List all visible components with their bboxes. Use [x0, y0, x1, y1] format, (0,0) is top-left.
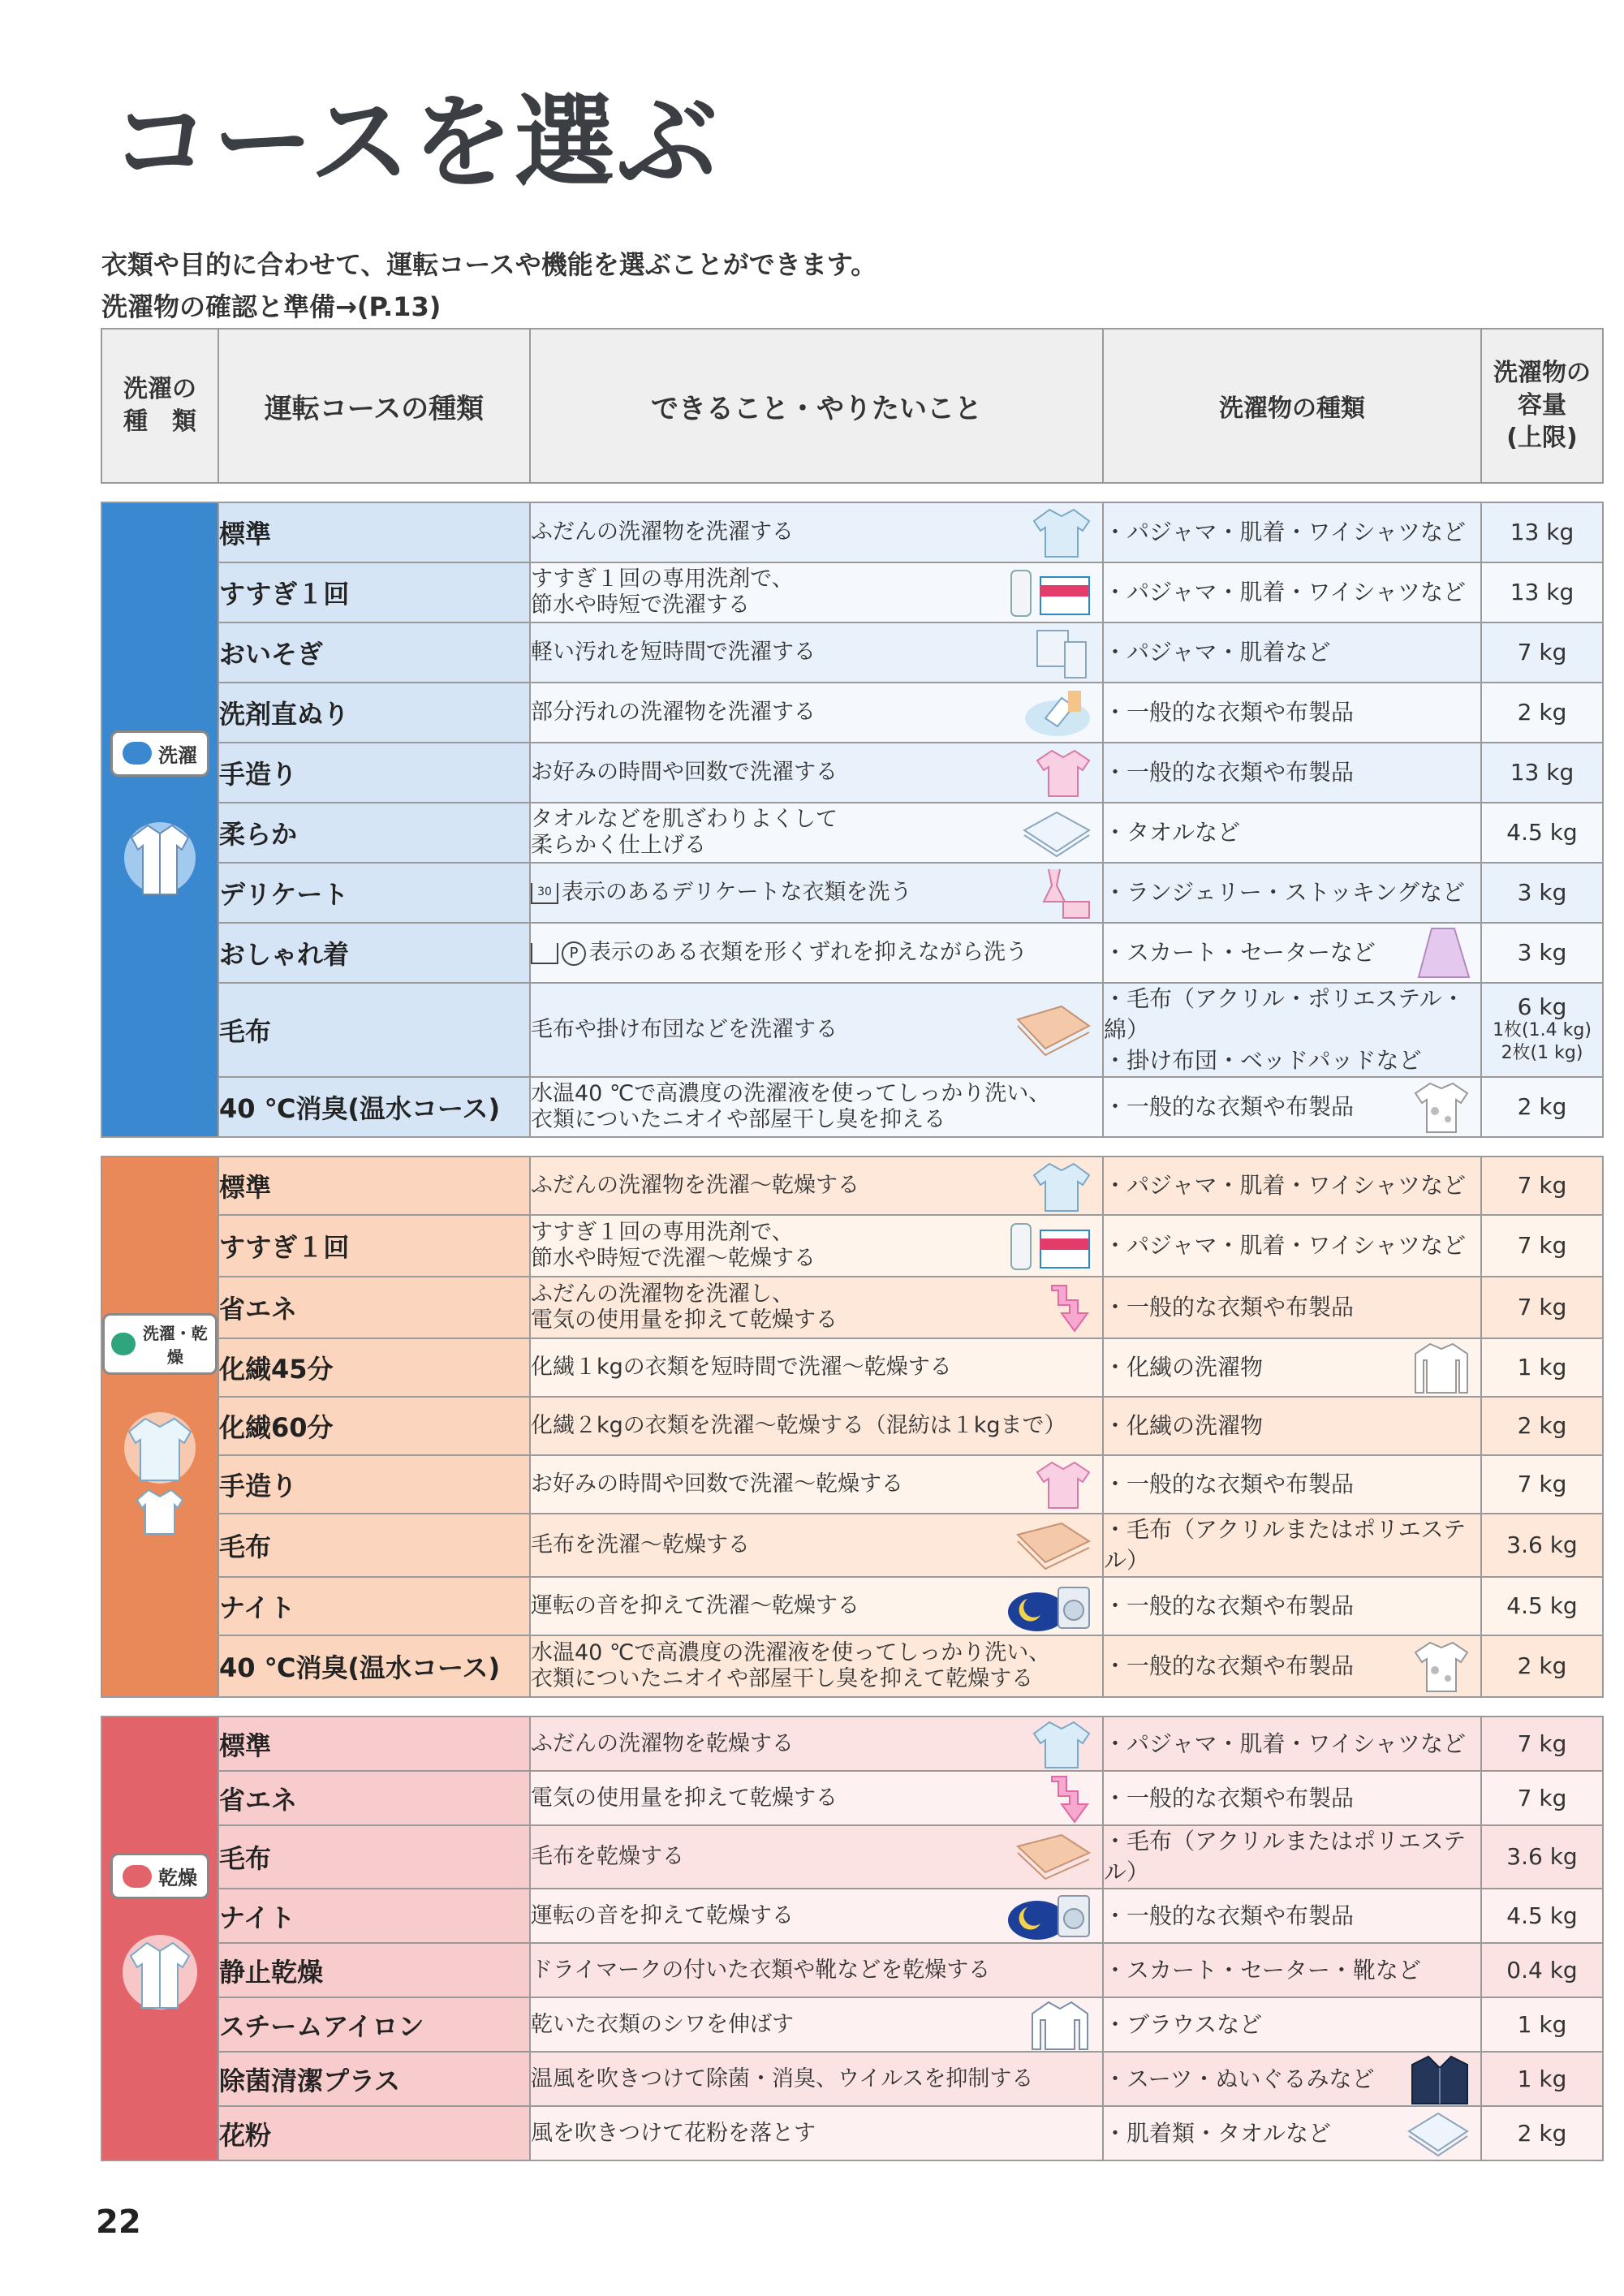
group-wash	[101, 502, 218, 1137]
capacity: 2 kg	[1481, 2106, 1603, 2160]
capacity: 1 kg	[1481, 1997, 1603, 2052]
course-name: 省エネ	[218, 1277, 530, 1338]
table-row[interactable]	[101, 2106, 1603, 2160]
course-name: 洗剤直ぬり	[218, 683, 530, 743]
shirt-icon	[119, 1399, 200, 1537]
capacity: 3 kg	[1481, 863, 1603, 923]
laundry-type: ・パジャマ・肌着など	[1103, 622, 1481, 683]
table-row[interactable]	[101, 622, 1603, 683]
page-number: 22	[96, 2203, 141, 2241]
course-description: 化繊１kgの衣類を短時間で洗濯～乾燥する	[530, 1338, 1103, 1397]
course-name: すすぎ１回	[218, 1215, 530, 1277]
header-capacity: 洗濯物の 容量 (上限)	[1481, 329, 1603, 483]
group-wash-dry	[101, 1157, 218, 1697]
capacity: 7 kg	[1481, 1771, 1603, 1825]
detergent-apply-icon	[1021, 686, 1094, 739]
course-name: 手造り	[218, 743, 530, 803]
course-name: 40 ℃消臭(温水コース)	[218, 1077, 530, 1137]
course-name: スチームアイロン	[218, 1997, 530, 2052]
blanket-icon	[1013, 1002, 1094, 1058]
laundry-type: ・パジャマ・肌着・ワイシャツなど	[1103, 502, 1481, 562]
course-name: 化繊60分	[218, 1397, 530, 1455]
capacity: 13 kg	[1481, 743, 1603, 803]
lingerie-icon	[1032, 866, 1094, 920]
blanket-icon	[1013, 1518, 1094, 1572]
tshirt-icon	[1411, 1079, 1472, 1135]
table-row[interactable]	[101, 1397, 1603, 1455]
table-row[interactable]	[101, 502, 1603, 562]
course-description: タオルなどを肌ざわりよくして 柔らかく仕上げる	[530, 803, 1103, 863]
course-name: 花粉	[218, 2106, 530, 2160]
course-name: 標準	[218, 1717, 530, 1771]
table-row[interactable]	[101, 743, 1603, 803]
table-row[interactable]	[101, 983, 1603, 1077]
intro	[101, 243, 877, 328]
tshirt-icon	[1411, 1638, 1472, 1695]
capacity: 1 kg	[1481, 2052, 1603, 2106]
towel-icon	[1404, 2109, 1472, 2159]
washing-icon	[123, 742, 152, 765]
long-sleeve-icon	[1411, 1339, 1472, 1396]
capacity: 4.5 kg	[1481, 1889, 1603, 1943]
course-name: ナイト	[218, 1889, 530, 1943]
course-description: 運転の音を抑えて乾燥する	[530, 1889, 1103, 1943]
laundry-type: ・毛布（アクリルまたはポリエステル）	[1103, 1825, 1481, 1889]
laundry-type: ・タオルなど	[1103, 803, 1481, 863]
hand-wash-care-icon	[531, 943, 558, 964]
course-name: 化繊45分	[218, 1338, 530, 1397]
course-description: 毛布を乾燥する	[530, 1825, 1103, 1889]
capacity: 7 kg	[1481, 1215, 1603, 1277]
course-name: 標準	[218, 1157, 530, 1215]
capacity: 13 kg	[1481, 502, 1603, 562]
laundry-type: ・パジャマ・肌着・ワイシャツなど	[1103, 1717, 1481, 1771]
shirt-icon	[123, 801, 196, 907]
laundry-type: ・一般的な衣類や布製品	[1103, 683, 1481, 743]
laundry-type: ・化繊の洗濯物	[1103, 1397, 1481, 1455]
capacity: 7 kg	[1481, 1277, 1603, 1338]
course-description: 乾いた衣類のシワを伸ばす	[530, 1997, 1103, 2052]
table-row[interactable]	[101, 923, 1603, 983]
delicate-care-icon: 30	[531, 883, 558, 904]
table-row[interactable]	[101, 1077, 1603, 1137]
table-row[interactable]	[101, 1338, 1603, 1397]
header-wash-type: 洗濯の 種 類	[101, 329, 218, 483]
pajama-icon	[1029, 626, 1094, 679]
capacity: 3 kg	[1481, 923, 1603, 983]
laundry-type: ・一般的な衣類や布製品	[1103, 1277, 1481, 1338]
table-row[interactable]	[101, 1277, 1603, 1338]
course-description: 化繊２kgの衣類を洗濯～乾燥する（混紡は１kgまで）	[530, 1397, 1103, 1455]
night-icon	[1005, 1579, 1094, 1633]
dryer-icon	[123, 1865, 152, 1888]
laundry-type: ・一般的な衣類や布製品	[1103, 1077, 1481, 1137]
down-arrow-icon	[1045, 1281, 1094, 1334]
course-table	[101, 328, 1604, 2161]
laundry-type: ・スカート・セーターなど	[1103, 923, 1481, 983]
table-row[interactable]	[101, 1943, 1603, 1997]
header-course: 運転コースの種類	[218, 329, 530, 483]
course-description: 毛布を洗濯～乾燥する	[530, 1514, 1103, 1577]
table-row[interactable]	[101, 2052, 1603, 2106]
course-name: 省エネ	[218, 1771, 530, 1825]
course-name: 手造り	[218, 1455, 530, 1514]
shirt-icon	[1029, 1719, 1094, 1769]
table-row[interactable]	[101, 1997, 1603, 2052]
laundry-type: ・パジャマ・肌着・ワイシャツなど	[1103, 1215, 1481, 1277]
capacity: 3.6 kg	[1481, 1825, 1603, 1889]
group-dry	[101, 1717, 218, 2160]
course-description: お好みの時間や回数で洗濯する	[530, 743, 1103, 803]
laundry-type: ・一般的な衣類や布製品	[1103, 1635, 1481, 1697]
capacity: 3.6 kg	[1481, 1514, 1603, 1577]
suit-jacket-icon	[1407, 2053, 1472, 2105]
table-row[interactable]	[101, 803, 1603, 863]
pink-shirt-icon	[1032, 746, 1094, 799]
laundry-type: ・ブラウスなど	[1103, 1997, 1481, 2052]
course-description: ふだんの洗濯物を乾燥する	[530, 1717, 1103, 1771]
detergent-icon	[1005, 1219, 1094, 1273]
header-purpose: できること・やりたいこと	[530, 329, 1103, 483]
capacity: 7 kg	[1481, 1157, 1603, 1215]
intro-line-1: 衣類や目的に合わせて、運転コースや機能を選ぶことができます。	[101, 249, 877, 280]
course-description: 毛布や掛け布団などを洗濯する	[530, 983, 1103, 1077]
blouse-icon	[1026, 1999, 1094, 2051]
capacity: 4.5 kg	[1481, 803, 1603, 863]
course-description: 30 表示のあるデリケートな衣類を洗う	[530, 863, 1103, 923]
course-name: 毛布	[218, 1825, 530, 1889]
table-row[interactable]	[101, 1577, 1603, 1635]
course-name: 静止乾燥	[218, 1943, 530, 1997]
laundry-type: ・一般的な衣類や布製品	[1103, 1455, 1481, 1514]
capacity: 2 kg	[1481, 1077, 1603, 1137]
capacity: 7 kg	[1481, 1455, 1603, 1514]
course-description: ドライマークの付いた衣類や靴などを乾燥する	[530, 1943, 1103, 1997]
capacity: 2 kg	[1481, 1397, 1603, 1455]
laundry-type: ・一般的な衣類や布製品	[1103, 1771, 1481, 1825]
table-row[interactable]	[101, 1455, 1603, 1514]
capacity: 0.4 kg	[1481, 1943, 1603, 1997]
laundry-type: ・毛布（アクリル・ポリエステル・綿） ・掛け布団・ベッドパッドなど	[1103, 983, 1481, 1077]
table-row[interactable]	[101, 863, 1603, 923]
table-row[interactable]	[101, 1157, 1603, 1215]
shirt-icon	[119, 1923, 200, 2021]
course-name: おいそぎ	[218, 622, 530, 683]
detergent-icon	[1005, 566, 1094, 619]
course-name: 標準	[218, 502, 530, 562]
course-description: 部分汚れの洗濯物を洗濯する	[530, 683, 1103, 743]
laundry-type: ・一般的な衣類や布製品	[1103, 743, 1481, 803]
course-description: 風を吹きつけて花粉を落とす	[530, 2106, 1103, 2160]
course-name: 除菌清潔プラス	[218, 2052, 530, 2106]
course-description: 水温40 ℃で高濃度の洗濯液を使ってしっかり洗い、 衣類についたニオイや部屋干し臭を抑えて乾燥する	[530, 1635, 1103, 1697]
table-row[interactable]	[101, 562, 1603, 622]
course-description: P 表示のある衣類を形くずれを抑えながら洗う	[530, 923, 1103, 983]
towel-icon	[1019, 806, 1094, 859]
capacity: 2 kg	[1481, 1635, 1603, 1697]
course-description: すすぎ１回の専用洗剤で、 節水や時短で洗濯する	[530, 562, 1103, 622]
table-row[interactable]	[101, 1771, 1603, 1825]
wash-dry-icon	[111, 1333, 136, 1355]
laundry-type: ・一般的な衣類や布製品	[1103, 1577, 1481, 1635]
night-icon	[1005, 1891, 1094, 1941]
table-row[interactable]	[101, 1889, 1603, 1943]
laundry-type: ・パジャマ・肌着・ワイシャツなど	[1103, 1157, 1481, 1215]
capacity: 7 kg	[1481, 622, 1603, 683]
group-badge-dry: 乾燥	[110, 1853, 209, 1899]
course-description: 水温40 ℃で高濃度の洗濯液を使ってしっかり洗い、 衣類についたニオイや部屋干し臭を抑える	[530, 1077, 1103, 1137]
laundry-type: ・ランジェリー・ストッキングなど	[1103, 863, 1481, 923]
laundry-type: ・肌着類・タオルなど	[1103, 2106, 1481, 2160]
course-description: ふだんの洗濯物を洗濯し、 電気の使用量を抑えて乾燥する	[530, 1277, 1103, 1338]
table-row[interactable]	[101, 683, 1603, 743]
table-row[interactable]	[101, 1215, 1603, 1277]
capacity: 6 kg 1枚(1.4 kg) 2枚(1 kg)	[1481, 983, 1603, 1077]
shirt-icon	[1029, 505, 1094, 560]
course-description: 運転の音を抑えて洗濯～乾燥する	[530, 1577, 1103, 1635]
laundry-type: ・化繊の洗濯物	[1103, 1338, 1481, 1397]
course-description: 温風を吹きつけて除菌・消臭、ウイルスを抑制する	[530, 2052, 1103, 2106]
blanket-icon	[1013, 1832, 1094, 1882]
capacity: 4.5 kg	[1481, 1577, 1603, 1635]
laundry-type: ・スーツ・ぬいぐるみなど	[1103, 2052, 1481, 2106]
course-description: 電気の使用量を抑えて乾燥する	[530, 1771, 1103, 1825]
skirt-icon	[1415, 925, 1472, 980]
group-badge-wash: 洗濯	[110, 730, 209, 777]
course-name: ナイト	[218, 1577, 530, 1635]
course-description: すすぎ１回の専用洗剤で、 節水や時短で洗濯～乾燥する	[530, 1215, 1103, 1277]
pink-shirt-icon	[1032, 1458, 1094, 1511]
intro-reference-link[interactable]: 洗濯物の確認と準備→(P.13)	[101, 291, 442, 322]
course-name: 40 ℃消臭(温水コース)	[218, 1635, 530, 1697]
course-description: ふだんの洗濯物を洗濯～乾燥する	[530, 1157, 1103, 1215]
capacity: 1 kg	[1481, 1338, 1603, 1397]
table-row[interactable]	[101, 1717, 1603, 1771]
down-arrow-icon	[1045, 1773, 1094, 1824]
course-name: デリケート	[218, 863, 530, 923]
course-description: ふだんの洗濯物を洗濯する	[530, 502, 1103, 562]
laundry-type: ・パジャマ・肌着・ワイシャツなど	[1103, 562, 1481, 622]
shirt-icon	[1029, 1159, 1094, 1213]
course-name: 柔らか	[218, 803, 530, 863]
page-title: コースを選ぶ	[110, 84, 719, 201]
laundry-type: ・毛布（アクリルまたはポリエステル）	[1103, 1514, 1481, 1577]
header-laundry-type: 洗濯物の種類	[1103, 329, 1481, 483]
course-description: お好みの時間や回数で洗濯～乾燥する	[530, 1455, 1103, 1514]
course-description: 軽い汚れを短時間で洗濯する	[530, 622, 1103, 683]
table-row[interactable]	[101, 1635, 1603, 1697]
course-name: 毛布	[218, 983, 530, 1077]
capacity: 2 kg	[1481, 683, 1603, 743]
laundry-type: ・スカート・セーター・靴など	[1103, 1943, 1481, 1997]
laundry-type: ・一般的な衣類や布製品	[1103, 1889, 1481, 1943]
group-badge-wash-dry: 洗濯・乾燥	[102, 1313, 218, 1375]
capacity: 13 kg	[1481, 562, 1603, 622]
table-row[interactable]	[101, 1514, 1603, 1577]
course-name: すすぎ１回	[218, 562, 530, 622]
table-row[interactable]	[101, 1825, 1603, 1889]
p-circle-icon: P	[562, 941, 586, 966]
course-name: おしゃれ着	[218, 923, 530, 983]
course-name: 毛布	[218, 1514, 530, 1577]
capacity: 7 kg	[1481, 1717, 1603, 1771]
